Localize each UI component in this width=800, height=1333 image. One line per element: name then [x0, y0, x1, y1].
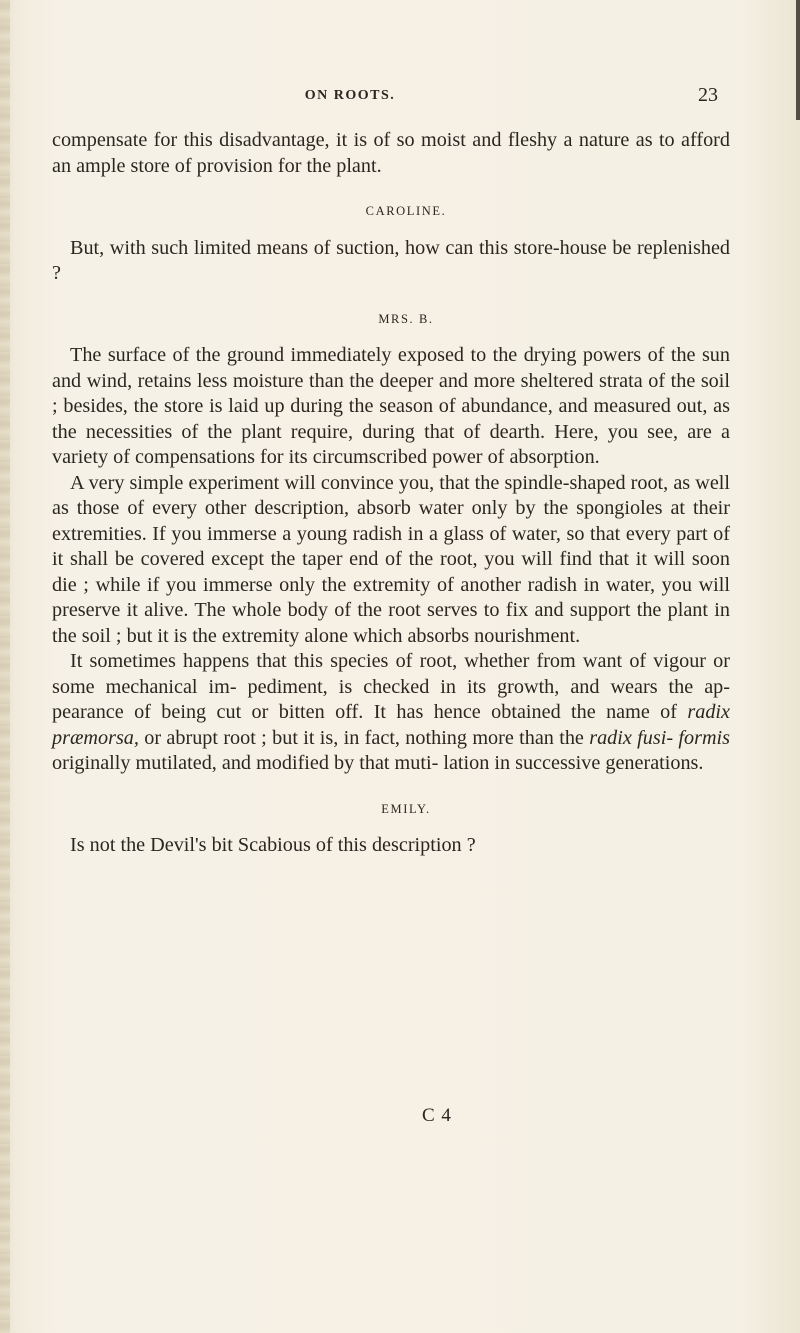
signature-mark: C 4 — [422, 1105, 452, 1126]
running-title: ON ROOTS. — [304, 88, 396, 103]
paragraph-5-part-a: It sometimes happens that this species of root, whether from want of vigour or some mechanical im- pediment, is checked in its growth, and wears the ap- pearance of being cut or bitten off. It has hence obtained the name of — [52, 650, 730, 723]
page-number: 23 — [698, 84, 718, 106]
paragraph-6: Is not the Devil's bit Scabious of this description ? — [70, 834, 476, 856]
term-radix-fusiformis: radix fusi- formis — [589, 726, 730, 749]
term-radix-praemorsa: radix præmorsa, — [52, 701, 730, 749]
body-text — [52, 128, 730, 859]
paragraph-5-part-b: or abrupt root ; but it is, in fact, nothing more than the — [138, 726, 590, 749]
paragraph-3: The surface of the ground immediately exposed to the drying powers of the sun and wind, retains less moisture than the deeper and more sheltered strata of the soil ; besides, the store is laid up during the season of abundance, and measured out, as the necessities of the plant require, during that of dearth. Here, you see, are a variety of compensations for its circumscribed power of absorption. — [52, 344, 730, 468]
paragraph-2: But, with such limited means of suction, how can this store-house be replenished ? — [52, 236, 730, 284]
speaker-caroline: CAROLINE. — [365, 204, 447, 218]
paragraph-4: A very simple experiment will convince you, that the spindle-shaped root, as well as those of every other description, absorb water only by the spongioles at their extremities. If you immerse a young radish in a glass of water, so that every part of it shall be covered except the taper end of the root, you will find that it will soon die ; while if you immerse only the extremity of another radish in water, you will preserve it alive. The whole body of the root serves to fix and support the plant in the soil ; but it is the extremity alone which absorbs nourishment. — [52, 471, 730, 647]
speaker-emily: EMILY. — [381, 801, 431, 816]
paragraph-5 — [52, 649, 730, 777]
paragraph-5-part-c: originally mutilated, and modified by that muti- lation in successive generations. — [52, 752, 704, 774]
paragraph-1: compensate for this disadvantage, it is of so moist and fleshy a nature as to afford an ample store of provision for the plant. — [52, 129, 730, 177]
page-gutter-edge — [0, 0, 10, 1333]
running-head — [0, 84, 800, 110]
speaker-mrs-b: MRS. B. — [378, 311, 434, 326]
